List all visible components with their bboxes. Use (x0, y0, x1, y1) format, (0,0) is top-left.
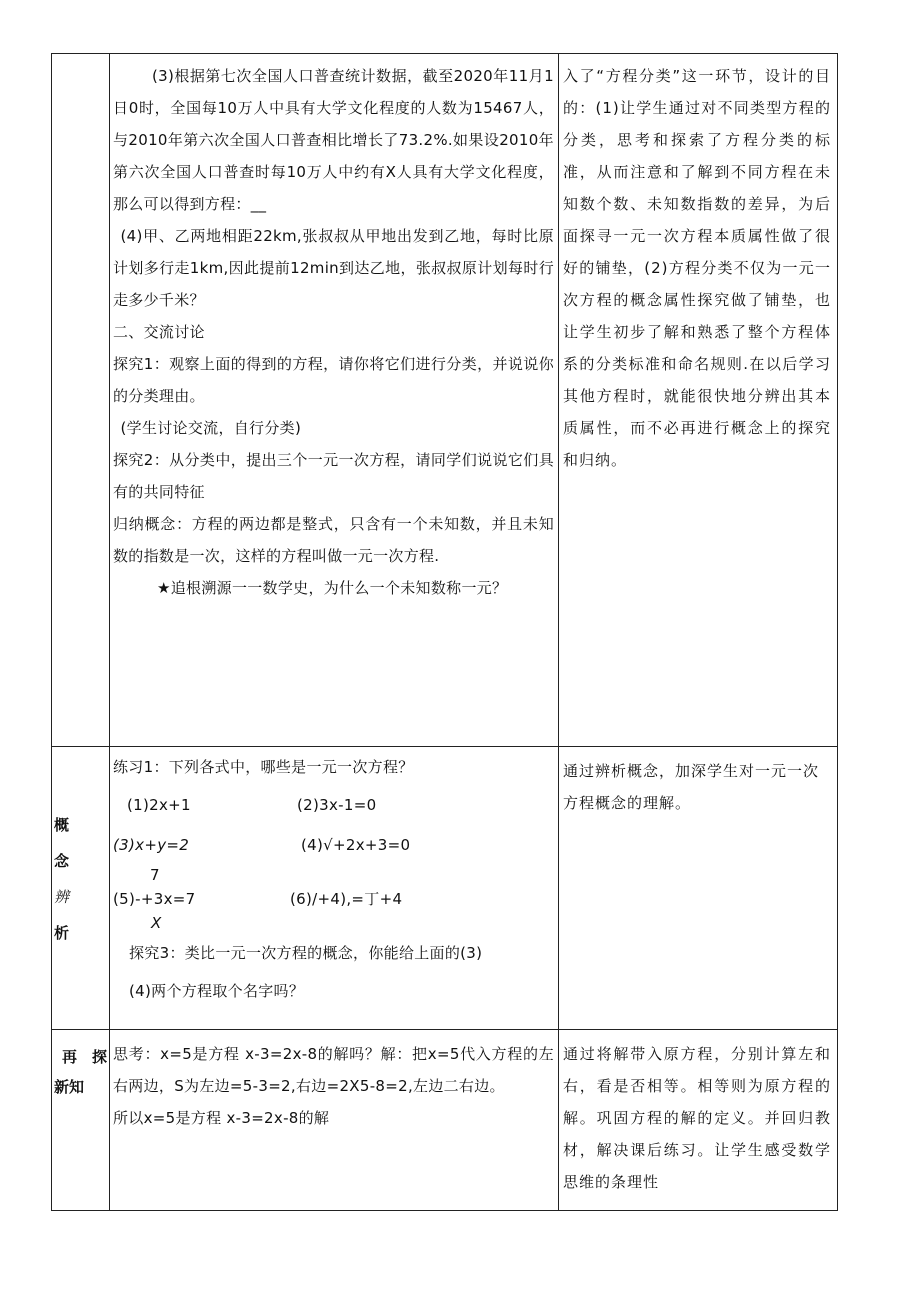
exercise-line (113, 823, 554, 863)
design-intent-cell (559, 747, 838, 1030)
design-intent-text: 通过辨析概念，加深学生对一元一次方程概念的理解。 (563, 762, 820, 812)
exercise-item: (5)-+3x=7 (113, 890, 196, 908)
exercise-item: (4)√+2x+3=0 (301, 836, 411, 854)
table-row (52, 1030, 838, 1211)
paragraph-explore-2: 探究2：从分类中，提出三个一元一次方程，请同学们说说它们具有的共同特征 (113, 451, 554, 501)
exercise-item: (6)/+4),=丁+4 (290, 890, 403, 908)
exercise-line (113, 863, 554, 932)
conclusion: 所以x=5是方程 x-3=2x-8的解 (113, 1109, 330, 1127)
lesson-plan-table (51, 53, 838, 1211)
exercise-item: (2)3x-1=0 (297, 796, 377, 814)
design-intent-text: 通过将解带入原方程，分别计算左和右，看是否相等。相等则为原方程的解。巩固方程的解的定义。并回归教材，解决课后练习。让学生感受数学思维的条理性 (563, 1045, 831, 1191)
section-label-cell (52, 1030, 110, 1211)
exercise-line (113, 783, 554, 823)
design-intent-text: 入了“方程分类”这一环节，设计的目的：(1)让学生通过对不同类型方程的分类，思考和探索了方程分类的标准，从而注意和了解到不同方程在未知数个数、未知数指数的差异，为后面探寻一元一次方程本质属性做了很好的铺垫，(2)方程分类不仅为一元一次方程的概念属性探究做了铺垫，也让学生初步了解和熟悉了整个方程体系的分类标准和命名规则.在以后学习其他方程时，就能很快地分辨出其本质属性，而不必再进行概念上的探究和归纳。 (563, 67, 831, 469)
section-label: 再 探 新知 (54, 1048, 108, 1096)
table-row (52, 747, 838, 1030)
explore-3-line-1: 探究3：类比一元一次方程的概念，你能给上面的(3) (129, 944, 483, 962)
design-intent-cell (559, 1030, 838, 1211)
design-intent-cell (559, 54, 838, 747)
section-heading: 二、交流讨论 (113, 323, 205, 341)
fraction-denominator: X (151, 914, 162, 932)
section-label: 概 念 辨 析 (54, 816, 70, 942)
exercise-intro: 练习1：下列各式中，哪些是一元一次方程？ (113, 758, 414, 776)
section-label-cell (52, 54, 110, 747)
exercise-item: (1)2x+1 (127, 796, 191, 814)
content-cell (110, 1030, 559, 1211)
think-question: 思考：x=5是方程 x-3=2x-8的解吗？解：把x=5代入方程的左右两边，S为左边=5-3=2,右边=2X5-8=2,左边二右边。 (113, 1045, 554, 1095)
paragraph-problem-3: (3)根据第七次全国人口普查统计数据，截至2020年11月1日0时，全国每10万人中具有大学文化程度的人数为15467人，与2010年第六次全国人口普查相比增长了73.2%.如果设2010年第六次全国人口普查时每10万人中约有X人具有大学文化程度，那么可以得到方程：__ (113, 67, 554, 213)
table-row (52, 54, 838, 747)
content-cell (110, 747, 559, 1030)
exercise-item: (3)x+y=2 (113, 836, 190, 854)
paragraph-history: ★追根溯源一一数学史，为什么一个未知数称一元？ (157, 579, 508, 597)
paragraph-problem-4: (4)甲、乙两地相距22km,张叔叔从甲地出发到乙地，每时比原计划多行走1km,因此提前12min到达乙地，张叔叔原计划每时行走多少千米？ (113, 227, 554, 309)
content-cell (110, 54, 559, 747)
paragraph-concept: 归纳概念：方程的两边都是整式，只含有一个未知数，并且未知数的指数是一次，这样的方程叫做一元一次方程. (113, 515, 554, 565)
paragraph-discussion: (学生讨论交流，自行分类) (120, 419, 302, 437)
explore-3-line-2: (4)两个方程取个名字吗？ (129, 982, 305, 1000)
fraction-numerator: 7 (150, 866, 160, 884)
section-label-cell (52, 747, 110, 1030)
paragraph-explore-1: 探究1：观察上面的得到的方程，请你将它们进行分类，并说说你的分类理由。 (113, 355, 554, 405)
